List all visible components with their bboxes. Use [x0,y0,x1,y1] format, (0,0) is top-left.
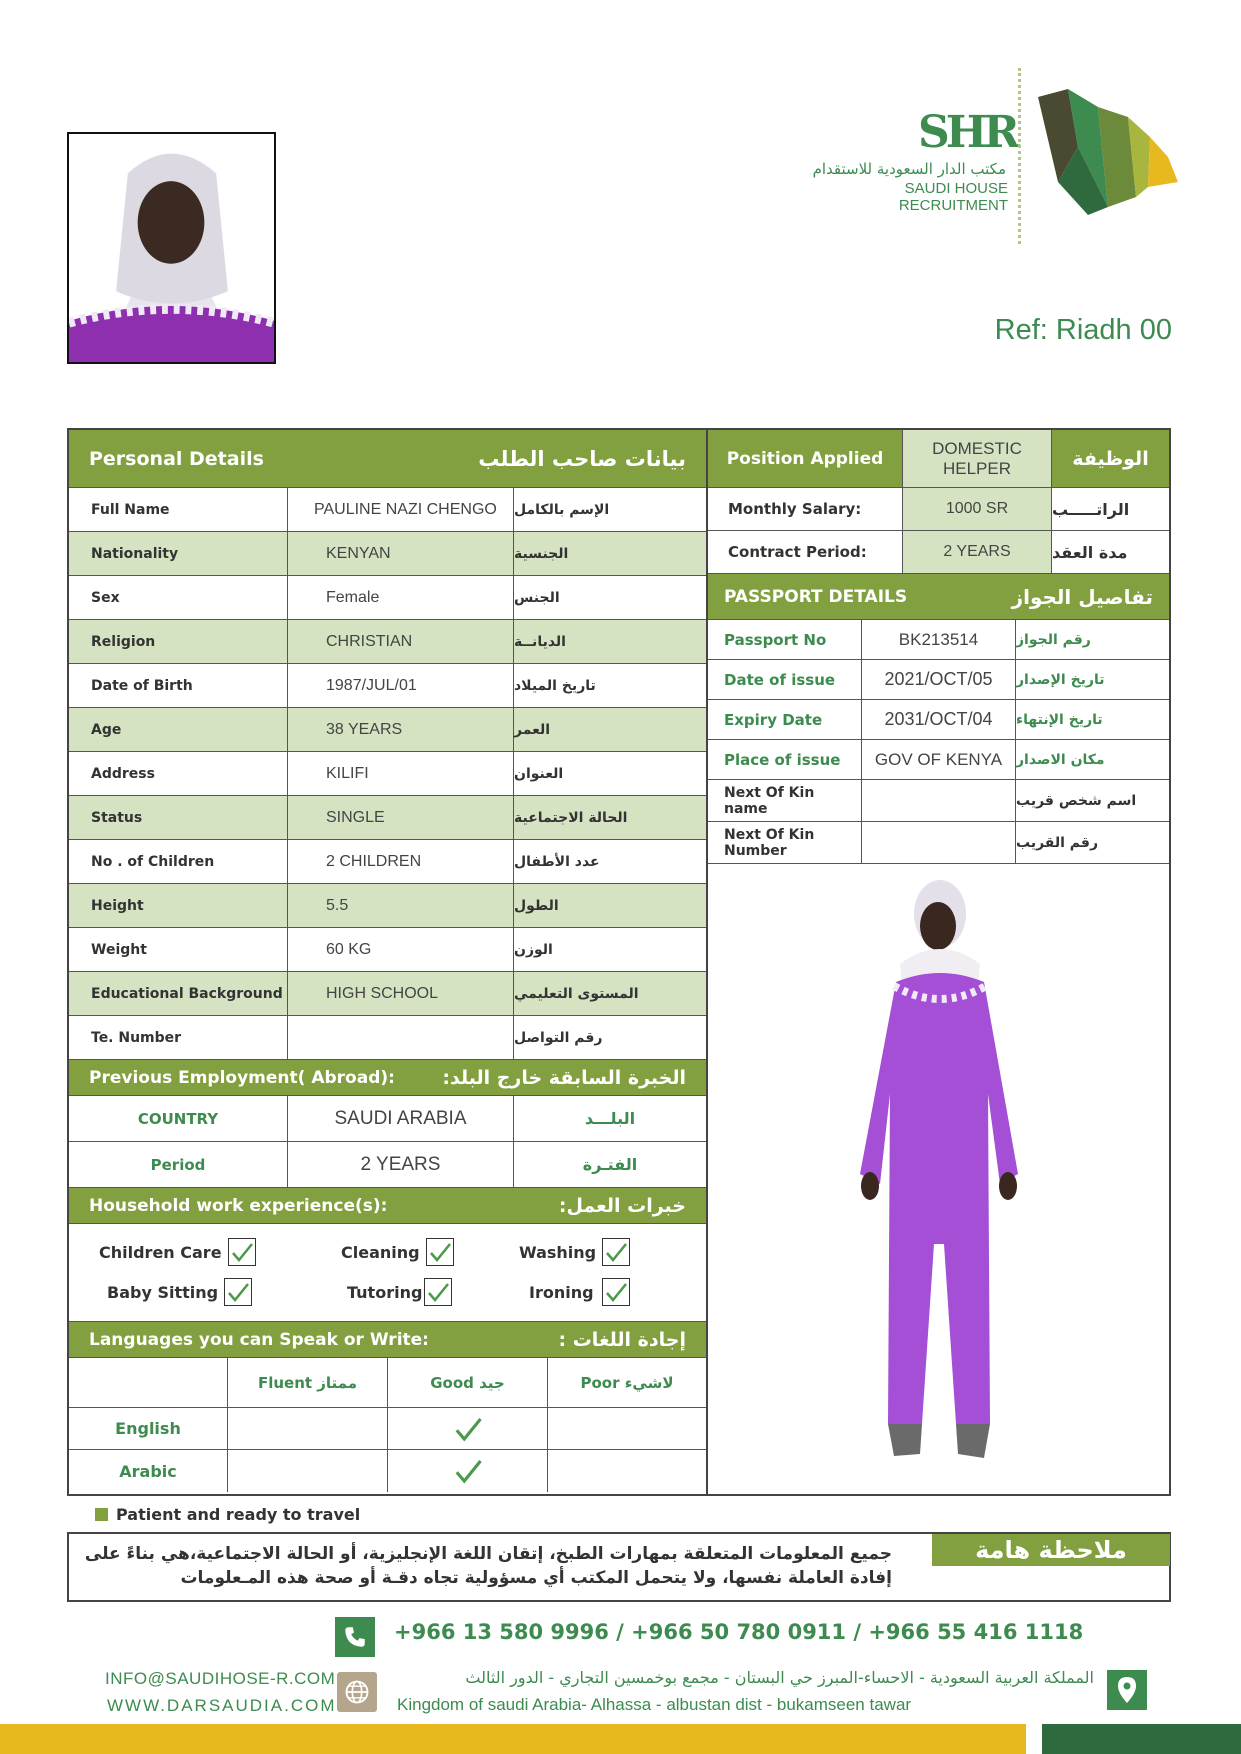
logo-english-name: SAUDI HOUSE RECRUITMENT [898,180,1008,214]
next-of-kin-number-label: Next Of Kin Number [708,822,862,863]
languages-title-en: Languages you can Speak or Write: [89,1329,429,1350]
checkmark-icon [230,1240,254,1264]
company-logo [790,62,1180,242]
important-note-text: جميع المعلومات المتعلقة بمهارات الطبخ، إتقان اللغة الإنجليزية، أو الحالة الاجتماعية،هي بناءً على إفادة العاملة نفسها، ولا يتحمل المكتب أي مسؤولية تجاه دقـة أو صحة هذه المـعلومات [84,1544,892,1588]
passport-field-label-ar: تاريخ الإنتهاء [1016,711,1103,728]
field-label-ar: الحالة الاجتماعية [514,809,628,826]
checkbox[interactable] [424,1278,452,1306]
checkbox[interactable] [426,1238,454,1266]
table-row [69,1142,706,1188]
position-row [708,430,1169,488]
salary-value: 1000 SR [903,488,1052,530]
language-name: English [69,1408,228,1449]
important-note-tag: ملاحظة هامة [932,1534,1170,1566]
contract-value: 2 YEARS [903,531,1052,573]
checkmark-icon [226,1280,250,1304]
field-label: Te. Number [69,1016,288,1059]
checkmark-icon [426,1280,450,1304]
table-row [69,532,706,576]
field-label: No . of Children [69,840,288,883]
previous-country-label: COUNTRY [69,1096,288,1141]
field-value: 1987/JUL/01 [288,664,514,707]
contract-row [708,531,1169,574]
personal-details-title-ar: بيانات صاحب الطلب [478,446,686,471]
passport-field-value: BK213514 [862,620,1016,659]
field-value: KILIFI [288,752,514,795]
table-row [708,620,1169,660]
footer-address-arabic: المملكة العربية السعودية - الاحساء-المبرز حي البستان - مجمع بوخمسين التجاري - الدور الثالث [465,1668,1094,1687]
previous-period-label: Period [69,1142,288,1187]
skill-label: Washing [519,1242,597,1262]
left-column [69,430,706,1492]
table-row [69,1408,706,1450]
checkmark-icon [428,1240,452,1264]
logo-monogram: SHR [918,107,1016,158]
passport-header [708,574,1169,620]
next-of-kin-number-value [862,822,1016,863]
passport-field-label-ar: تاريخ الإصدار [1016,671,1105,688]
table-row [708,660,1169,700]
globe-icon [337,1672,377,1712]
reference-number: Ref: Riadh 00 [994,314,1172,346]
column-header-poor: Poor لاشيء [580,1373,674,1392]
household-title-en: Household work experience(s): [89,1195,388,1216]
column-header-fluent: Fluent ممتاز [228,1358,388,1407]
next-of-kin-name-value [862,780,1016,821]
table-row [69,488,706,532]
table-row [708,822,1169,864]
language-name: Arabic [69,1450,228,1492]
table-row [69,796,706,840]
salary-label: Monthly Salary: [708,488,903,530]
fluent-cell [228,1408,388,1449]
passport-field-label: Date of issue [708,660,862,699]
skill-item [341,1238,454,1266]
field-label-ar: الجنسية [514,545,569,562]
poor-cell [548,1408,706,1449]
skill-label: Tutoring [347,1282,423,1302]
previous-period-value: 2 YEARS [288,1142,514,1187]
field-value: 38 YEARS [288,708,514,751]
salary-row [708,488,1169,531]
languages-table [69,1358,706,1492]
table-row [69,708,706,752]
field-value: 2 CHILDREN [288,840,514,883]
skill-item [107,1278,252,1306]
field-label: Nationality [69,532,288,575]
table-row [69,576,706,620]
logo-arabic-name: مكتب الدار السعودية للاستقدام [812,160,1006,178]
previous-employment-header [69,1060,706,1096]
fluent-cell [228,1450,388,1492]
footer-website[interactable]: WWW.DARSAUDIA.COM [107,1696,337,1715]
table-row [69,1450,706,1492]
table-row [69,620,706,664]
table-row [69,1358,706,1408]
household-checklist [69,1224,706,1322]
salary-label-ar: الراتـــــب [1052,499,1130,519]
location-pin-icon [1107,1670,1147,1710]
bullet-note [95,1505,360,1524]
passport-field-value: 2021/OCT/05 [862,660,1016,699]
field-label: Educational Background [69,972,288,1015]
passport-field-label: Passport No [708,620,862,659]
field-label-ar: الديانــة [514,633,566,650]
poor-cell [548,1450,706,1492]
good-cell [388,1450,548,1492]
field-value: CHRISTIAN [288,620,514,663]
saudi-map-icon [1028,87,1180,217]
footer-phone-numbers: +966 13 580 9996 / +966 50 780 0911 / +966 55 416 1118 [394,1620,1084,1644]
checkmark-icon [604,1280,628,1304]
field-label-ar: الجنس [514,589,560,606]
contract-label: Contract Period: [708,531,903,573]
logo-divider [1018,68,1021,244]
right-column [708,430,1169,1486]
next-of-kin-name-label-ar: اسم شخص قريب [1016,792,1137,809]
skill-label: Baby Sitting [107,1282,219,1302]
previous-country-label-ar: البلـــد [584,1109,636,1128]
field-label-ar: العمر [514,721,551,738]
field-value: 5.5 [288,884,514,927]
table-row [69,1016,706,1060]
field-value: Female [288,576,514,619]
field-label: Date of Birth [69,664,288,707]
checkbox[interactable] [228,1238,256,1266]
checkbox[interactable] [602,1238,630,1266]
next-of-kin-number-label-ar: رقم القريب [1016,834,1098,851]
skill-label: Cleaning [341,1242,420,1262]
field-value [288,1016,514,1059]
checkmark-icon [451,1456,485,1486]
portrait-photo [67,132,276,364]
footer-green-bar [1042,1724,1241,1754]
passport-field-label-ar: مكان الاصدار [1016,751,1105,768]
bullet-square-icon [95,1508,108,1521]
empty-cell [69,1358,228,1407]
footer-yellow-bar [0,1724,1026,1754]
field-label: Age [69,708,288,751]
full-body-photo-image [708,864,1169,1486]
skill-item [99,1238,256,1266]
passport-field-label-ar: رقم الجواز [1016,631,1091,648]
field-label-ar: العنوان [514,765,564,782]
checkbox[interactable] [602,1278,630,1306]
previous-employment-title-ar: الخبرة السابقة خارج البلد: [442,1066,686,1089]
personal-details-table [69,488,706,1060]
skill-item [519,1238,630,1266]
field-value: KENYAN [288,532,514,575]
position-label-ar: الوظيفة [1052,430,1169,487]
field-label-ar: المستوى التعليمي [514,985,639,1002]
checkbox[interactable] [224,1278,252,1306]
passport-field-value: GOV OF KENYA [862,740,1016,779]
field-label: Status [69,796,288,839]
field-value: SINGLE [288,796,514,839]
field-label-ar: عدد الأطفال [514,853,600,870]
field-label: Height [69,884,288,927]
field-label-ar: الطول [514,897,559,914]
skill-item [347,1278,452,1306]
field-label: Address [69,752,288,795]
footer-address-english: Kingdom of saudi Arabia- Alhassa - albustan dist - bukamseen tawar [397,1695,912,1714]
field-label: Weight [69,928,288,971]
contract-label-ar: مدة العقد [1052,542,1128,562]
table-row [69,928,706,972]
table-row [708,700,1169,740]
position-value: DOMESTIC HELPER [903,430,1052,487]
phone-icon [335,1617,375,1657]
field-label-ar: تاريخ الميلاد [514,677,596,694]
languages-header [69,1322,706,1358]
table-row [69,664,706,708]
footer-email[interactable]: INFO@SAUDIHOSE-R.COM [105,1669,336,1688]
table-row [69,752,706,796]
column-header-good: Good جيد [388,1358,548,1407]
field-value: PAULINE NAZI CHENGO [288,488,514,531]
skill-label: Children Care [99,1242,222,1262]
passport-field-label: Place of issue [708,740,862,779]
table-row [708,740,1169,780]
position-label: Position Applied [708,430,903,487]
next-of-kin-name-label: Next Of Kin name [708,780,862,821]
previous-employment-title-en: Previous Employment( Abroad): [89,1067,395,1088]
table-row [708,780,1169,822]
languages-title-ar: إجادة اللغات : [558,1328,686,1351]
checkmark-icon [604,1240,628,1264]
full-body-photo [708,864,1169,1486]
field-value: HIGH SCHOOL [288,972,514,1015]
passport-field-value: 2031/OCT/04 [862,700,1016,739]
personal-details-header [69,430,706,488]
field-label-ar: رقم التواصل [514,1029,603,1046]
field-label: Religion [69,620,288,663]
previous-country-value: SAUDI ARABIA [288,1096,514,1141]
table-row [69,972,706,1016]
personal-details-title-en: Personal Details [89,447,264,470]
skill-item [529,1278,630,1306]
passport-title-ar: تفاصيل الجواز [1011,584,1153,609]
table-row [69,840,706,884]
field-value: 60 KG [288,928,514,971]
table-row [69,1096,706,1142]
field-label: Full Name [69,488,288,531]
good-cell [388,1408,548,1449]
household-title-ar: خبرات العمل: [558,1194,686,1217]
checkmark-icon [451,1414,485,1444]
table-row [69,884,706,928]
previous-period-label-ar: الفتـرة [582,1155,638,1174]
household-header [69,1188,706,1224]
field-label-ar: الوزن [514,941,553,958]
passport-field-label: Expiry Date [708,700,862,739]
bullet-note-text: Patient and ready to travel [116,1505,361,1524]
field-label-ar: الإسم بالكامل [514,501,610,518]
skill-label: Ironing [529,1282,594,1302]
passport-title-en: PASSPORT DETAILS [724,586,908,607]
field-label: Sex [69,576,288,619]
